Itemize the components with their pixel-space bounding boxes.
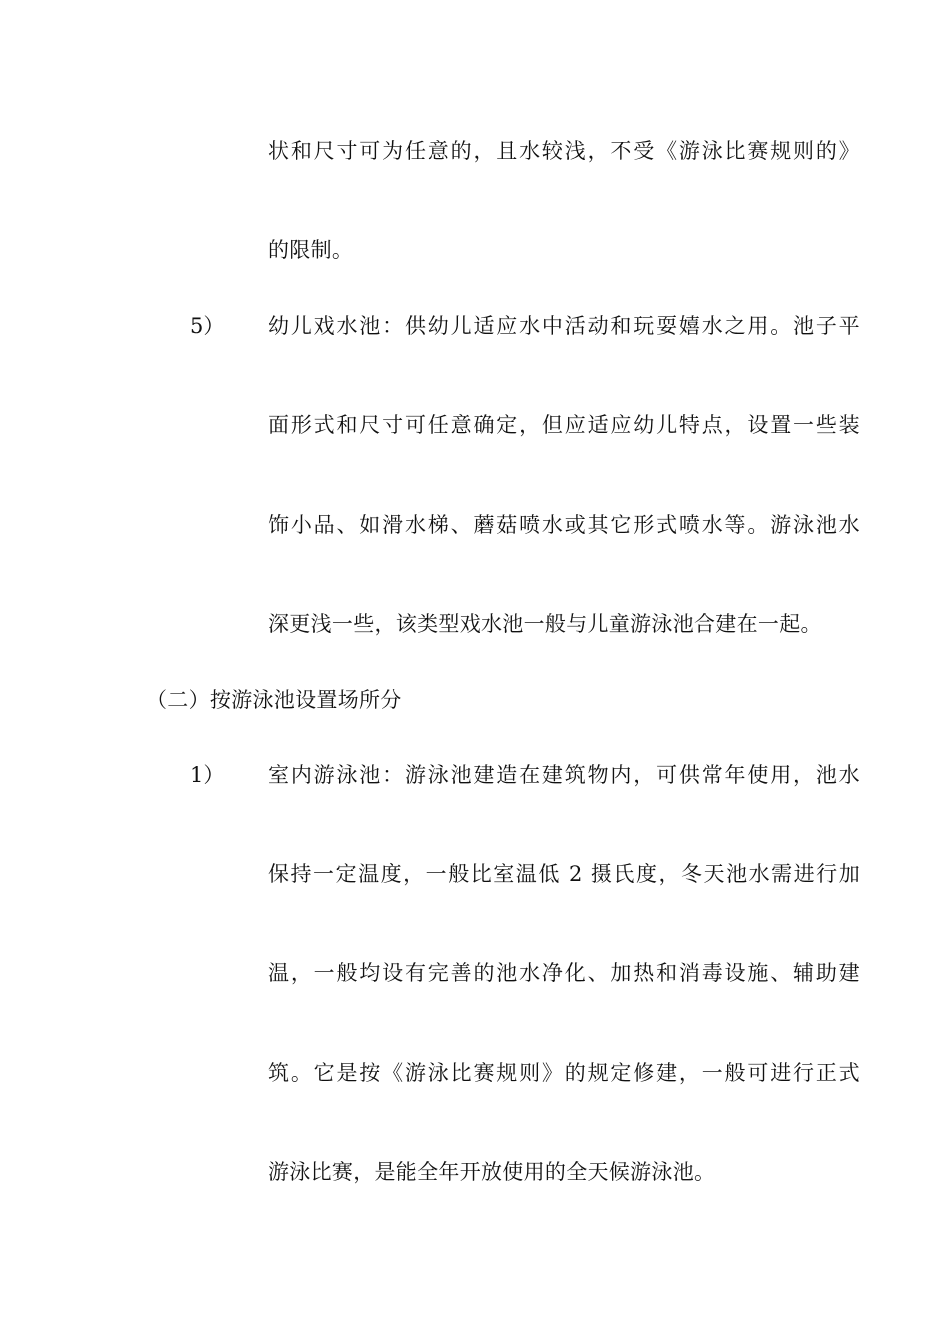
list-item-line: 面形式和尺寸可任意确定，但应适应幼儿特点，设置一些装: [268, 413, 860, 437]
list-item-line: 室内游泳池：游泳池建造在建筑物内，可供常年使用，池水: [268, 763, 860, 787]
section-heading: （二）按游泳池设置场所分: [146, 688, 402, 712]
list-item-line: 深更浅一些，该类型戏水池一般与儿童游泳池合建在一起。: [268, 612, 822, 636]
paragraph-line: 的限制。: [268, 238, 354, 262]
list-item-line: 温，一般均设有完善的池水净化、加热和消毒设施、辅助建: [268, 961, 860, 985]
list-item-line: 幼儿戏水池：供幼儿适应水中活动和玩耍嬉水之用。池子平: [268, 314, 860, 338]
list-item-line: 游泳比赛，是能全年开放使用的全天候游泳池。: [268, 1160, 716, 1184]
list-item-number: 5）: [190, 314, 225, 338]
list-item-line: 保持一定温度，一般比室温低 2 摄氏度，冬天池水需进行加: [268, 862, 860, 886]
paragraph-line: 状和尺寸可为任意的，且水较浅，不受《游泳比赛规则的》: [268, 139, 860, 163]
list-item-number: 1）: [190, 763, 225, 787]
list-item-line: 筑。它是按《游泳比赛规则》的规定修建，一般可进行正式: [268, 1061, 860, 1085]
list-item-line: 饰小品、如滑水梯、蘑菇喷水或其它形式喷水等。游泳池水: [268, 513, 860, 537]
